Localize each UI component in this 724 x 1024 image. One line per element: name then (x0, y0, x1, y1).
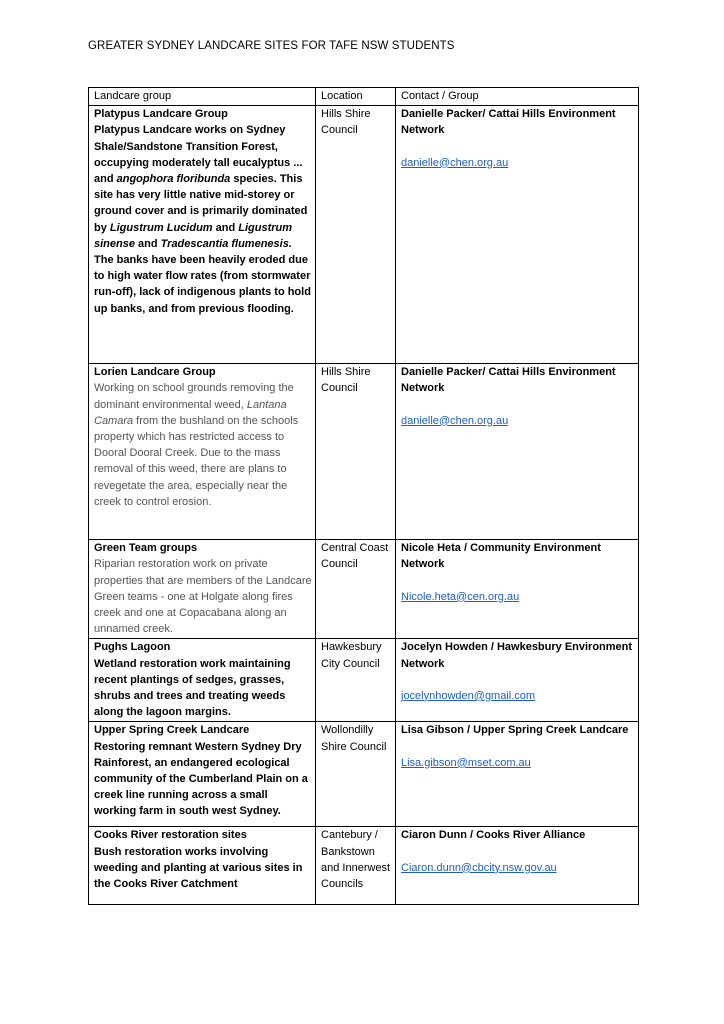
location-cell: Hawkesbury City Council (316, 639, 396, 722)
table-header-row (89, 88, 639, 106)
contact-name: Lisa Gibson / Upper Spring Creek Landcare (401, 724, 629, 737)
header-location: Location (316, 88, 396, 106)
contact-name: Danielle Packer/ Cattai Hills Environment Network (401, 366, 616, 395)
table-row (89, 722, 639, 827)
contact-cell (396, 722, 639, 827)
group-name: Lorien Landcare Group (94, 366, 216, 379)
location-cell: Central Coast Council (316, 540, 396, 639)
group-description: Platypus Landcare works on Sydney Shale/Sandstone Transition Forest, occupying moderately tall eucalyptus ... and angophora floribunda species. This site has very little native mid-storey or ground cover and is primarily dominated by Ligustrum Lucidum and Ligustrum sinense and Tradescantia flumenesis. The banks have been heavily eroded due to high water flow rates (from stormwater run-off), lack of indigenous plants to hold up banks, and from previous flooding. (94, 124, 311, 315)
contact-email-link[interactable]: Ciaron.dunn@cbcity.nsw.gov.au (401, 861, 557, 874)
group-cell (89, 540, 316, 639)
group-cell (89, 827, 316, 905)
landcare-sites-table (88, 87, 639, 905)
contact-cell (396, 639, 639, 722)
group-description: Bush restoration works involving weeding and planting at various sites in the Cooks River Catchment (94, 845, 303, 891)
group-description: Working on school grounds removing the dominant environmental weed, Lantana Camara from the bushland on the schools property which has restricted access to Dooral Dooral Creek. Due to the mass removal of this weed, there are plans to revegetate the area, especially near the creek to control erosion. (94, 382, 299, 508)
location-cell: Hills Shire Council (316, 106, 396, 364)
contact-email-link[interactable]: jocelynhowden@gmail.com (401, 689, 536, 702)
location-cell: Hills Shire Council (316, 364, 396, 540)
header-contact-group: Contact / Group (396, 88, 639, 106)
group-name: Upper Spring Creek Landcare (94, 724, 250, 737)
contact-cell (396, 540, 639, 639)
group-name: Platypus Landcare Group (94, 108, 228, 121)
contact-cell (396, 364, 639, 540)
group-name: Cooks River restoration sites (94, 829, 247, 842)
contact-email-link[interactable]: danielle@chen.org.au (401, 156, 509, 169)
contact-name: Jocelyn Howden / Hawkesbury Environment Network (401, 641, 633, 670)
group-cell (89, 639, 316, 722)
location-cell: Cantebury / Bankstown and Innerwest Councils (316, 827, 396, 905)
contact-name: Nicole Heta / Community Environment Network (401, 542, 601, 571)
table-row (89, 540, 639, 639)
group-name: Green Team groups (94, 542, 198, 555)
group-name: Pughs Lagoon (94, 641, 171, 654)
table-row (89, 106, 639, 364)
group-cell (89, 106, 316, 364)
group-description: Riparian restoration work on private properties that are members of the Landcare Green teams - one at Holgate along fires creek and one at Copacabana along an unnamed creek. (94, 558, 312, 636)
contact-name: Danielle Packer/ Cattai Hills Environment Network (401, 108, 616, 137)
group-cell (89, 364, 316, 540)
group-description: Restoring remnant Western Sydney Dry Rainforest, an endangered ecological community of the Cumberland Plain on a creek line running across a small working farm in south west Sydney. (94, 740, 308, 818)
contact-name: Ciaron Dunn / Cooks River Alliance (401, 829, 586, 842)
document-title: GREATER SYDNEY LANDCARE SITES FOR TAFE NSW STUDENTS (88, 40, 455, 52)
contact-cell (396, 106, 639, 364)
table-row (89, 827, 639, 905)
table-row (89, 364, 639, 540)
contact-email-link[interactable]: danielle@chen.org.au (401, 414, 509, 427)
contact-email-link[interactable]: Lisa.gibson@mset.com.au (401, 756, 531, 769)
group-cell (89, 722, 316, 827)
contact-cell (396, 827, 639, 905)
location-cell: Wollondilly Shire Council (316, 722, 396, 827)
table-row (89, 639, 639, 722)
header-landcare-group: Landcare group (89, 88, 316, 106)
contact-email-link[interactable]: Nicole.heta@cen.org.au (401, 590, 520, 603)
group-description: Wetland restoration work maintaining recent plantings of sedges, grasses, shrubs and trees and treating weeds along the lagoon margins. (94, 657, 291, 719)
